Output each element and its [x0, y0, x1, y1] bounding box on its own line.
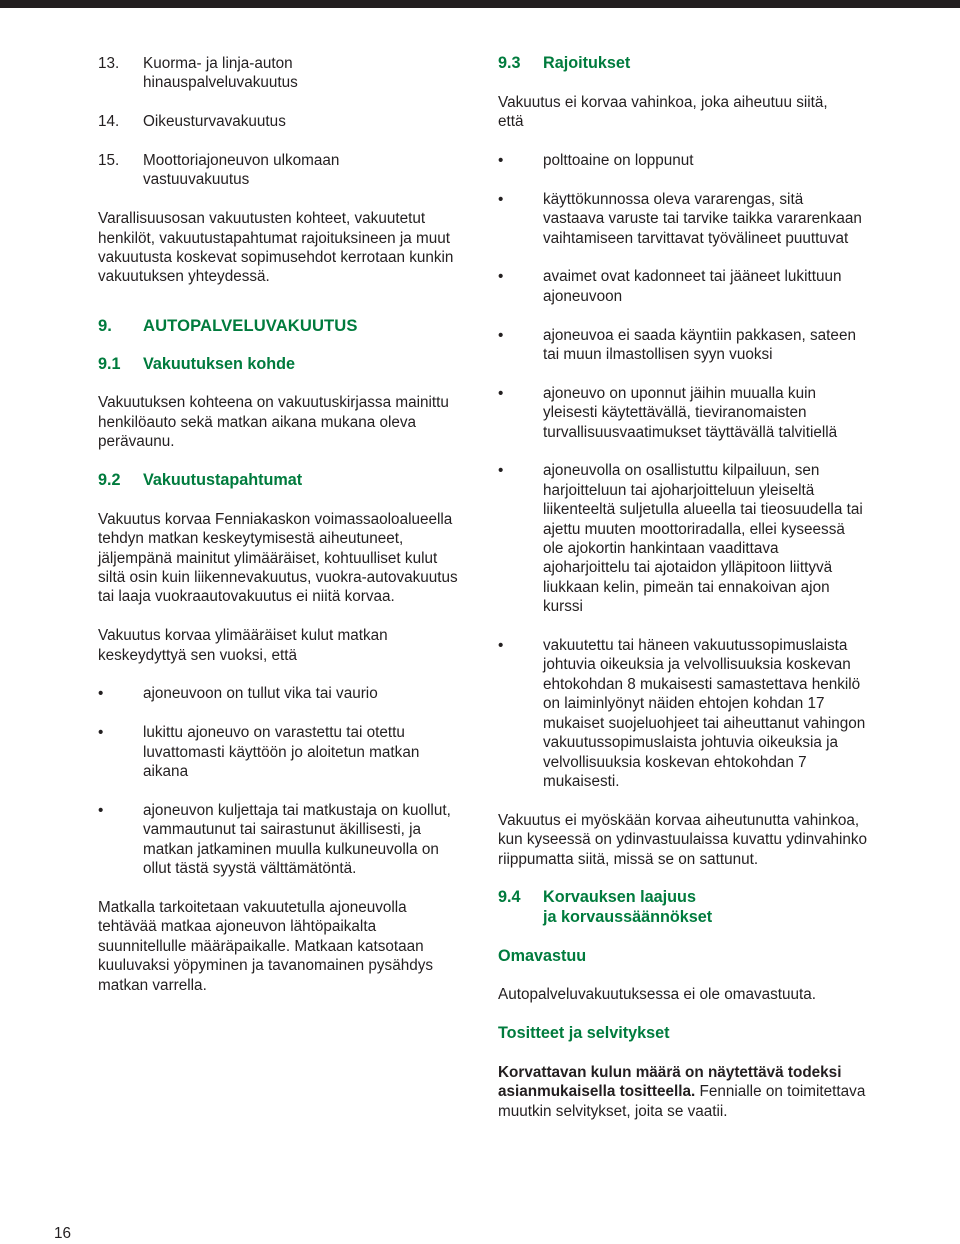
bullet-icon: • — [498, 326, 504, 344]
list-item: • ajoneuvon kuljettaja tai matkustaja on kuollut, vammautunut tai sairastunut äkillisesti, ja matkan jatkaminen muulla kulkuneuvolla on ollut tästä syystä välttämätöntä. — [98, 801, 451, 878]
bullet-icon: • — [98, 724, 104, 742]
tositteet-bold-text: Korvattavan kulun määrä on näytettävä todeksi asianmukaisella tositteella. — [498, 1063, 842, 1101]
page-number: 16 — [54, 1225, 72, 1242]
bullet-icon: • — [498, 190, 504, 208]
paragraph-9-1: Vakuutuksen kohteena on vakuutuskirjassa mainittu henkilöauto sekä matkan aikana mukana oleva perävaunu. — [98, 394, 449, 451]
bullet-icon: • — [498, 384, 504, 402]
list-item: • käyttökunnossa oleva vararengas, sitä vastaava varuste tai tarvike taikka vararenkaan vaihtamiseen tarvittavat työvälineet puuttuvat — [498, 190, 862, 247]
section-heading-9-1: 9.1 Vakuutuksen kohde — [98, 354, 296, 373]
bullet-icon: • — [498, 637, 504, 655]
bullet-icon: • — [98, 685, 104, 703]
section-heading-9: 9. AUTOPALVELUVAKUUTUS — [98, 315, 358, 335]
list-item: • lukittu ajoneuvo on varastettu tai otettu luvattomasti käyttöön jo aloitetun matkan aikana — [98, 724, 420, 781]
omavastuu-text: Autopalveluvakuutuksessa ei ole omavastuuta. — [498, 986, 817, 1004]
list-item: 13. Kuorma- ja linja-auton hinauspalveluvakuutus — [98, 55, 298, 92]
left-column — [98, 54, 468, 1014]
omavastuu-heading: Omavastuu — [498, 946, 587, 965]
list-item: • polttoaine on loppunut — [498, 152, 694, 169]
heading-line: ja korvaussäännökset — [543, 907, 713, 926]
tositteet-paragraph — [498, 1063, 868, 1121]
heading-line: Korvauksen laajuus — [543, 888, 696, 907]
section-heading-9-4: 9.4 Korvauksen laajuus ja korvaussäännökset — [498, 888, 713, 926]
paragraph-9-3-b: Vakuutus ei myöskään korvaa aiheutunutta vahinkoa, kun kyseessä on ydinvastuulaissa kuvattu ydinvahinko riippumatta siitä, missä se on sattunut. — [498, 811, 868, 868]
list-item: • vakuutettu tai häneen vakuutussopimuslaista johtuvia oikeuksia ja velvollisuuksia koskevan ehtokohdan 8 mukaisesti samastettava henkilö on laiminlyönyt näiden ehtojen kohdan 17 mukaiset suojeluohjeet tai aiheuttanut vahingon vakuutussopimuslaista johtuvia oikeuksia ja velvollisuuksia koskevan ehtokohdan 7 mukaisesti. — [498, 637, 866, 790]
paragraph-9-2-b: Vakuutus korvaa ylimääräiset kulut matkan keskeydyttyä sen vuoksi, että — [98, 627, 388, 664]
top-rule — [0, 0, 960, 8]
bullet-icon: • — [98, 801, 104, 819]
bullet-icon: • — [498, 462, 504, 480]
list-item: 15. Moottoriajoneuvon ulkomaan vastuuvakuutus — [98, 152, 340, 189]
list-item: • ajoneuvo on uponnut jäihin muualla kuin yleisesti käytettävällä, tieviranomaisten turvallisuusvaatimukset täyttävällä talvitiellä — [498, 384, 838, 441]
tositteet-text: Fennialle on toimitettava muutkin selvitykset, joita se vaatii. — [498, 1083, 866, 1120]
section-heading-9-2: 9.2 Vakuutustapahtumat — [98, 471, 303, 490]
bullet-icon: • — [498, 268, 504, 286]
bullet-icon: • — [498, 152, 504, 169]
paragraph-9-3: Vakuutus ei korvaa vahinkoa, joka aiheutuu siitä, että — [498, 93, 828, 131]
tositteet-heading: Tositteet ja selvitykset — [498, 1024, 670, 1043]
list-item: • ajoneuvoon on tullut vika tai vaurio — [98, 685, 378, 703]
list-item: • ajoneuvoa ei saada käyntiin pakkasen, sateen tai muun ilmastollisen syyn vuoksi — [498, 326, 856, 364]
list-item: 14. Oikeusturvavakuutus — [98, 113, 286, 131]
intro-paragraph: Varallisuusosan vakuutusten kohteet, vakuutetut henkilöt, vakuutustapahtumat rajoituksineen ja muut vakuutusta koskevat sopimusehdot kerrotaan kunkin vakuutuksen yhteydessä. — [98, 210, 454, 286]
paragraph-9-2-c: Matkalla tarkoitetaan vakuutetulla ajoneuvolla tehtävää matkaa ajoneuvon lähtöpaikalta suunnitellulle määräpaikalle. Matkaan katsotaan kuuluvaksi yöpyminen ja tavanomainen pysähdys matkan varrella. — [98, 898, 434, 994]
section-heading-9-3: 9.3 Rajoitukset — [498, 54, 631, 72]
paragraph-9-2-a: Vakuutus korvaa Fenniakaskon voimassaoloalueella tehdyn matkan keskeytymisestä aiheutuneet, jäljempänä mainitut ylimääräiset, kohtuulliset kulut siltä osin kuin liikennevakuutus, vuokra-autovakuutus tai laaja vuokraautovakuutus ei niitä korvaa. — [98, 510, 458, 606]
list-item: • avaimet ovat kadonneet tai jääneet lukittuun ajoneuvoon — [498, 268, 842, 305]
right-column — [498, 54, 868, 1141]
list-item: • ajoneuvolla on osallistuttu kilpailuun, sen harjoitteluun tai ajoharjoitteluun yleiseltä liikenteeltä suljetulla alueella tai tieosuudella tai ajettu muuten moottoriradalla, ellei kyseessä ole ajokortin hankintaan vaadittava ajoharjoittelu tai ajotaidon ylläpitoon liittyvä liukkaan kelin, pimeän tai ennakoivan ajon kurssi — [498, 462, 863, 616]
